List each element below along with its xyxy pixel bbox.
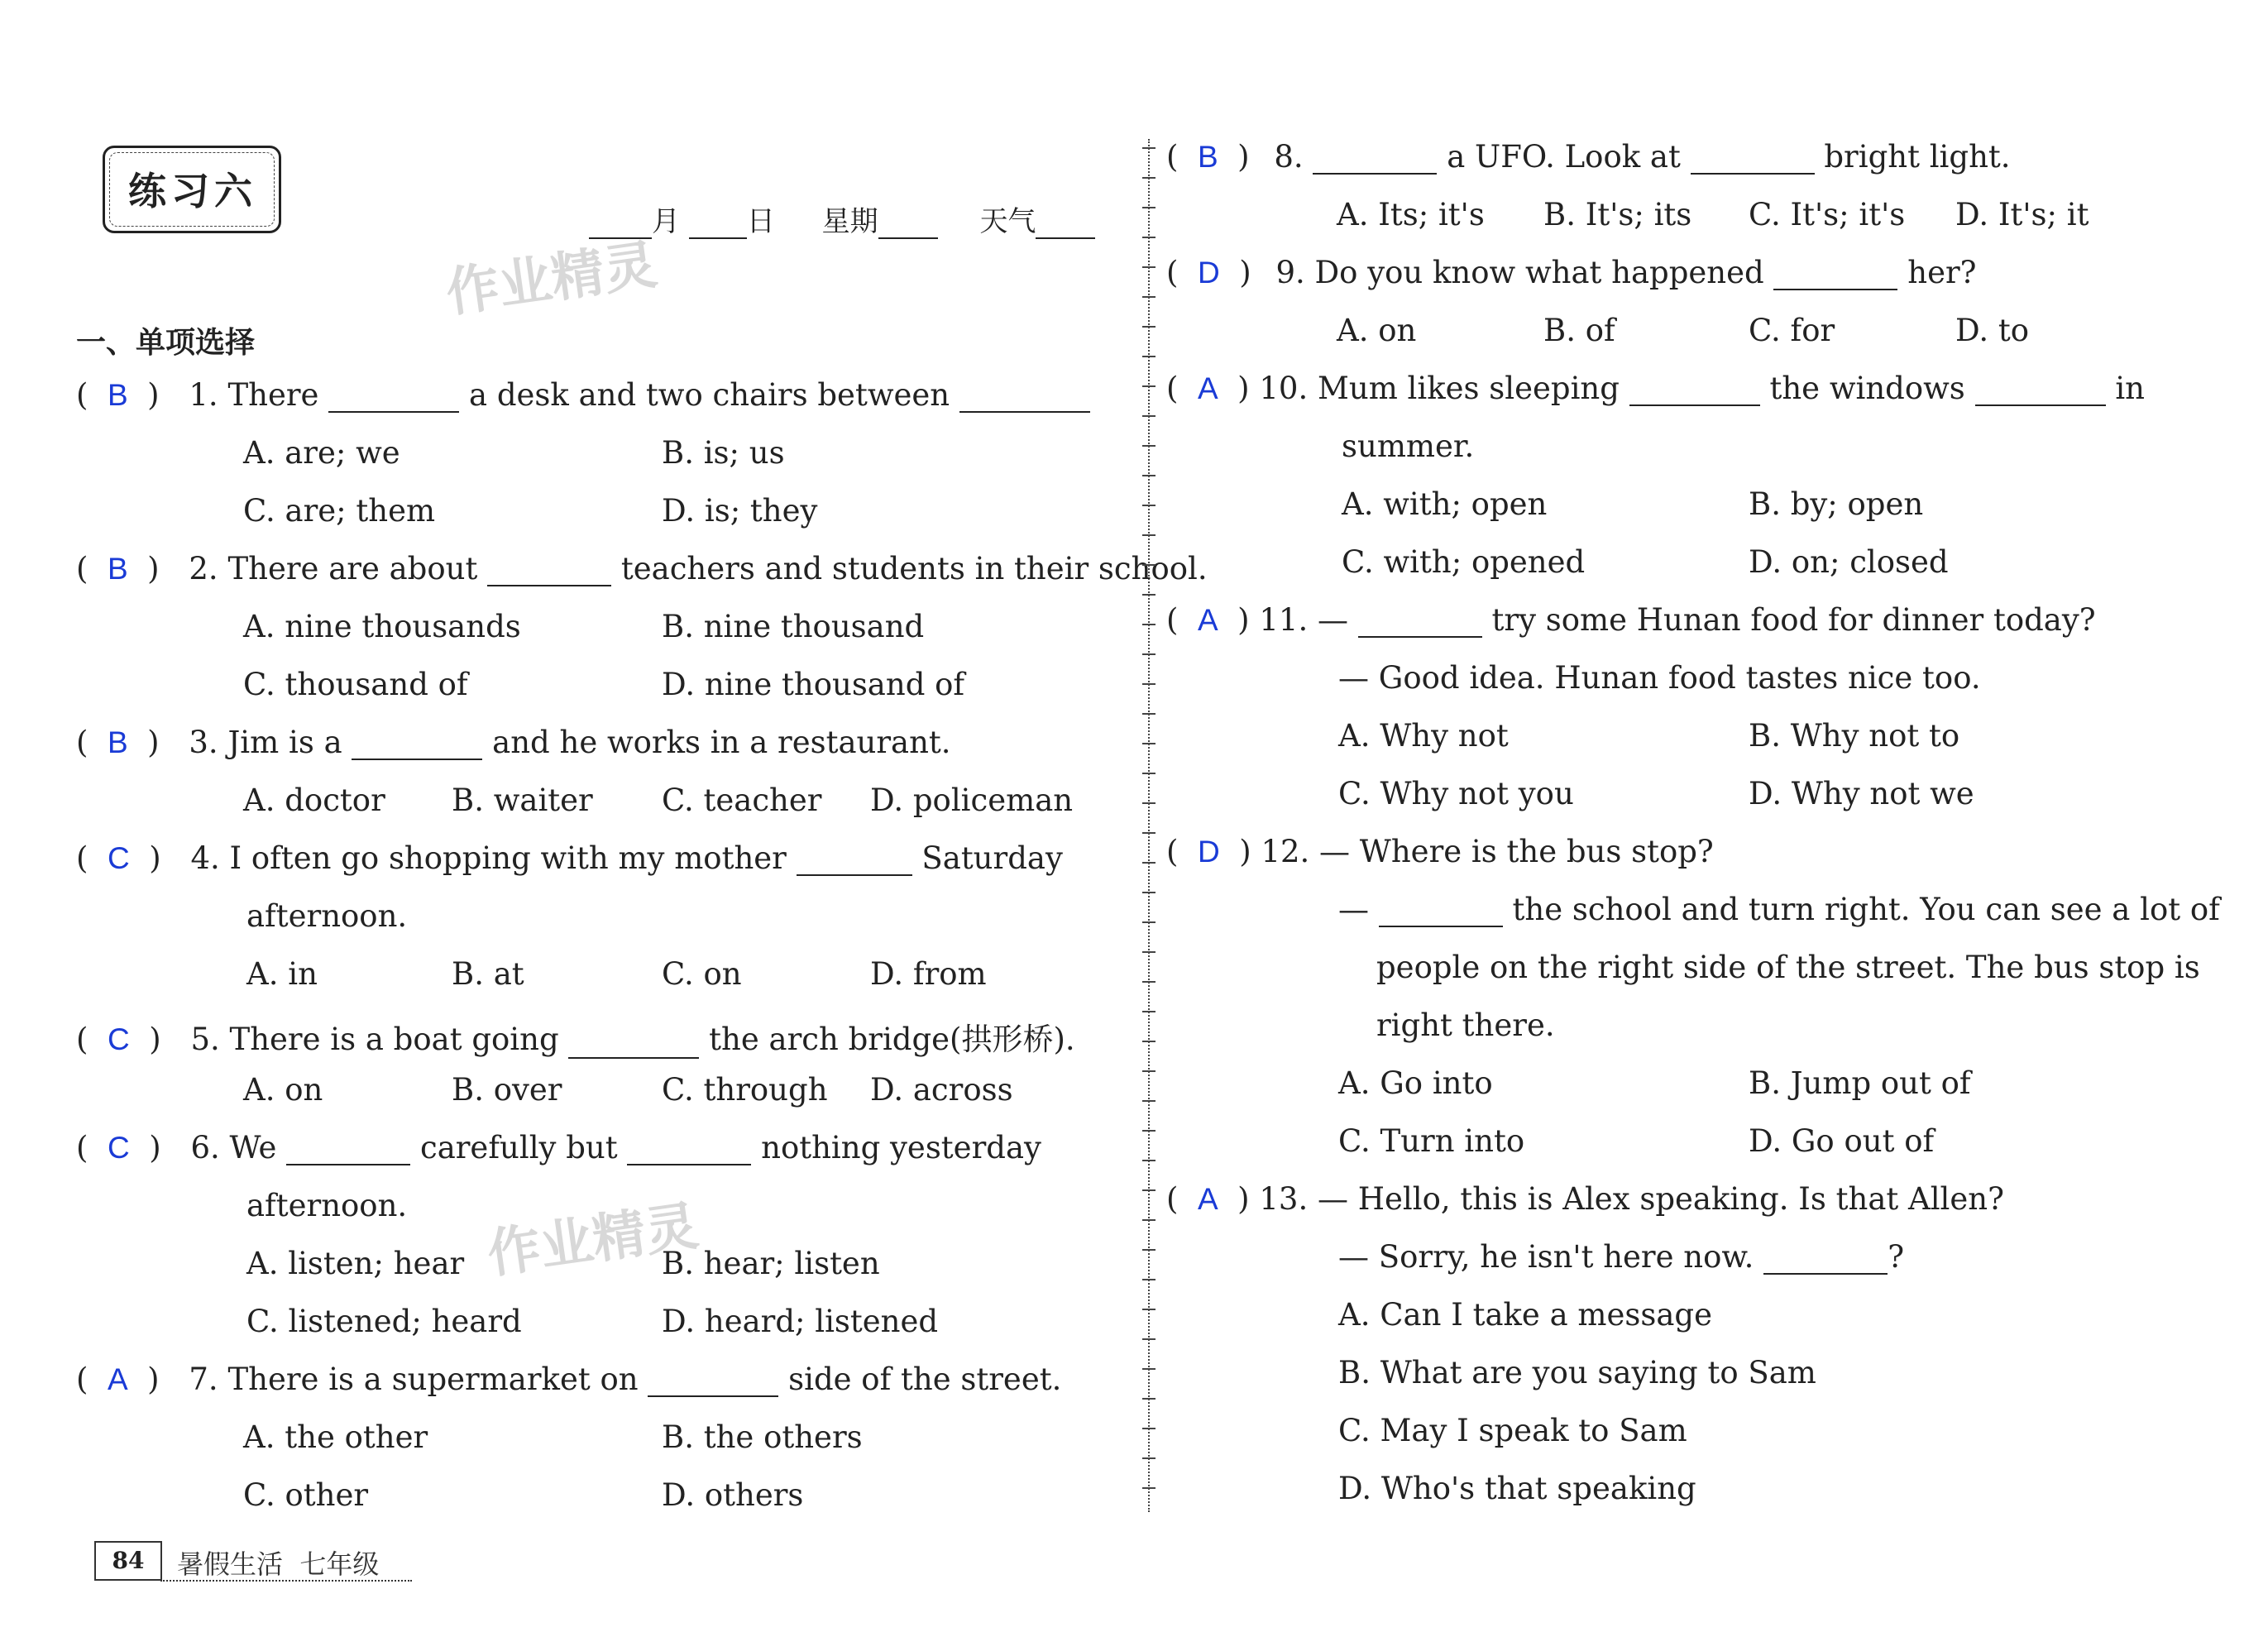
divider-tick	[1142, 445, 1156, 447]
option[interactable]: C. other	[243, 1477, 369, 1513]
stem-text: There is a boat going	[229, 1022, 559, 1057]
answer-blank[interactable]	[286, 1137, 410, 1165]
stem-text: Do you know what happened	[1314, 255, 1764, 290]
stem-text: Mum likes sleeping	[1318, 371, 1620, 406]
divider-tick	[1142, 385, 1156, 387]
stem-text: There are about	[227, 551, 478, 586]
date-line	[589, 199, 1095, 239]
option[interactable]: B. is; us	[662, 435, 785, 471]
reply-text: people on the right side of the street. The bus stop is	[1376, 950, 2200, 985]
footer-rule	[160, 1580, 412, 1582]
option[interactable]: A. Its; it's	[1337, 197, 1485, 232]
stem-text: try some Hunan food for dinner today?	[1491, 602, 2096, 638]
question-6: ( C ) 6. We carefully but nothing yesterday	[76, 1130, 1041, 1165]
question-3: ( B ) 3. Jim is a and he works in a restaurant.	[76, 725, 951, 760]
stem-text: Saturday	[921, 840, 1063, 876]
option[interactable]: A. listen; hear	[246, 1246, 465, 1281]
divider-tick	[1142, 356, 1156, 357]
option[interactable]: A. with; open	[1342, 486, 1548, 522]
divider-tick	[1142, 713, 1156, 715]
question-number: 4.	[190, 840, 220, 876]
option[interactable]: C. Turn into	[1338, 1123, 1525, 1159]
question-number: 7.	[189, 1362, 218, 1397]
divider-tick	[1142, 773, 1156, 774]
option[interactable]: B. the others	[662, 1419, 863, 1455]
divider-tick	[1142, 683, 1156, 685]
stem-text: carefully but	[419, 1130, 618, 1165]
question-number: 6.	[190, 1130, 220, 1165]
dialogue-reply	[1338, 1239, 1904, 1275]
answer: A	[107, 1362, 128, 1396]
divider-tick	[1142, 892, 1156, 893]
answer: C	[107, 1131, 130, 1165]
divider-tick	[1142, 921, 1156, 923]
weekday-blank[interactable]	[878, 211, 938, 239]
stem-text: a UFO. Look at	[1447, 139, 1681, 175]
answer: A	[1197, 603, 1218, 637]
worksheet-page	[23, 23, 2245, 1611]
option[interactable]: D. Why not we	[1749, 776, 1974, 811]
weather-blank[interactable]	[1036, 211, 1095, 239]
divider-tick	[1142, 1041, 1156, 1042]
dialogue-reply: — Good idea. Hunan food tastes nice too.	[1338, 660, 1981, 696]
question-number: 12.	[1261, 834, 1310, 869]
answer-blank[interactable]	[568, 1031, 699, 1059]
option[interactable]: C. listened; heard	[246, 1304, 522, 1339]
option[interactable]: C. are; them	[243, 493, 436, 529]
question-continuation: afternoon.	[246, 1188, 408, 1223]
question-number: 13.	[1259, 1181, 1309, 1217]
divider-tick	[1142, 534, 1156, 536]
answer: B	[107, 552, 128, 586]
option[interactable]: B. of	[1543, 313, 1615, 348]
question-number: 2.	[189, 551, 218, 586]
question-continuation: summer.	[1342, 428, 1475, 464]
stem-text: Jim is a	[227, 725, 342, 760]
answer-blank[interactable]	[627, 1137, 751, 1165]
option[interactable]: D. from	[870, 956, 987, 992]
option[interactable]: C. on	[662, 956, 742, 992]
option[interactable]: A. in	[246, 956, 318, 992]
question-12: ( D ) 12. — Where is the bus stop?	[1166, 834, 1714, 869]
divider-tick	[1142, 147, 1156, 149]
stem-text: the windows	[1769, 371, 1965, 406]
question-number: 1.	[189, 377, 218, 413]
stem-text: the arch bridge(拱形桥).	[709, 1022, 1075, 1057]
reply-end: ?	[1888, 1239, 1905, 1275]
option[interactable]: C. with; opened	[1342, 544, 1586, 580]
stem-text: We	[229, 1130, 277, 1165]
answer-blank[interactable]	[1313, 146, 1437, 175]
reply-text: the school and turn right. You can see a lot of	[1512, 892, 2220, 927]
answer: A	[1197, 371, 1218, 405]
divider-tick	[1142, 1368, 1156, 1370]
option[interactable]: B. nine thousand	[662, 609, 925, 644]
question-8: ( B ) 8. a UFO. Look at bright light.	[1166, 139, 2011, 175]
option[interactable]: D. is; they	[662, 493, 818, 529]
divider-tick	[1142, 1189, 1156, 1191]
answer-blank[interactable]	[352, 732, 482, 760]
question-9: ( D ) 9. Do you know what happened her?	[1166, 255, 1977, 290]
option[interactable]: C. for	[1749, 313, 1835, 348]
divider-tick	[1142, 296, 1156, 298]
option[interactable]: D. It's; it	[1955, 197, 2089, 232]
option[interactable]: D. Go out of	[1749, 1123, 1935, 1159]
answer: B	[1197, 140, 1218, 174]
option[interactable]: A. nine thousands	[243, 609, 521, 644]
day-label: 日	[746, 205, 775, 238]
option[interactable]: C. through	[662, 1072, 828, 1108]
option[interactable]: A. Go into	[1338, 1065, 1493, 1101]
option[interactable]: D. Who's that speaking	[1338, 1471, 1696, 1506]
divider-tick	[1142, 981, 1156, 983]
option[interactable]: D. on; closed	[1749, 544, 1949, 580]
answer-blank[interactable]	[1773, 262, 1897, 290]
weather-label: 天气	[979, 205, 1036, 238]
option[interactable]: B. by; open	[1749, 486, 1924, 522]
question-continuation: afternoon.	[246, 898, 408, 934]
divider-tick	[1142, 207, 1156, 208]
option[interactable]: A. Can I take a message	[1338, 1297, 1713, 1333]
answer: D	[1197, 256, 1220, 290]
month-label: 月	[652, 205, 680, 238]
option[interactable]: B. at	[452, 956, 524, 992]
divider-tick	[1142, 475, 1156, 476]
question-1: ( B ) 1. There a desk and two chairs between	[76, 377, 1090, 413]
divider-tick	[1142, 1338, 1156, 1340]
option[interactable]: A. on	[243, 1072, 323, 1108]
answer: B	[107, 725, 128, 759]
option[interactable]: B. What are you saying to Sam	[1338, 1355, 1816, 1390]
option[interactable]: A. are; we	[243, 435, 400, 471]
question-4: ( C ) 4. I often go shopping with my mother Saturday	[76, 840, 1063, 876]
divider-tick	[1142, 1428, 1156, 1429]
option[interactable]: D. others	[662, 1477, 804, 1513]
answer: C	[107, 841, 130, 875]
book-title: 暑假生活	[177, 1548, 284, 1580]
divider-tick	[1142, 624, 1156, 625]
stem-text: nothing yesterday	[761, 1130, 1041, 1165]
option[interactable]: A. Why not	[1338, 718, 1509, 754]
answer-blank[interactable]	[959, 385, 1090, 413]
divider-tick	[1142, 266, 1156, 268]
divider-tick	[1142, 1398, 1156, 1400]
stem-text: I often go shopping with my mother	[229, 840, 787, 876]
question-11: ( A ) 11. — try some Hunan food for dinner today?	[1166, 602, 2096, 638]
answer: A	[1197, 1182, 1218, 1216]
answer-blank[interactable]	[797, 848, 912, 876]
divider-tick	[1142, 1457, 1156, 1459]
exercise-title: 练习六	[128, 169, 257, 213]
option[interactable]: A. on	[1337, 313, 1417, 348]
option[interactable]: C. It's; it's	[1749, 197, 1906, 232]
divider-tick	[1142, 1309, 1156, 1310]
option[interactable]: D. nine thousand of	[662, 667, 965, 702]
option[interactable]: C. May I speak to Sam	[1338, 1413, 1687, 1448]
answer-blank[interactable]	[1763, 1247, 1888, 1275]
divider-tick	[1142, 505, 1156, 506]
question-number: 5.	[190, 1022, 220, 1057]
divider-tick	[1142, 177, 1156, 179]
watermark-top: 作业精灵	[442, 234, 661, 325]
option[interactable]: B. Why not to	[1749, 718, 1960, 754]
stem-text: bright light.	[1824, 139, 2011, 175]
exercise-title-frame	[103, 146, 281, 233]
divider-tick	[1142, 564, 1156, 566]
answer-blank[interactable]	[1691, 146, 1815, 175]
divider-tick	[1142, 1219, 1156, 1221]
divider-tick	[1142, 1100, 1156, 1102]
divider-tick	[1142, 743, 1156, 744]
stem-text: teachers and students in their school.	[620, 551, 1208, 586]
option[interactable]: A. the other	[243, 1419, 428, 1455]
divider-tick	[1142, 1011, 1156, 1012]
option[interactable]: B. Jump out of	[1749, 1065, 1971, 1101]
question-7: ( A ) 7. There is a supermarket on side of the street.	[76, 1362, 1062, 1397]
answer: B	[107, 378, 128, 412]
dialogue-reply: — the school and turn right. You can see a lot of	[1338, 892, 2220, 927]
divider-tick	[1142, 237, 1156, 238]
answer-blank[interactable]	[648, 1369, 778, 1397]
stem-text: There is a supermarket on	[227, 1362, 639, 1397]
option[interactable]: D. policeman	[870, 782, 1074, 818]
stem-text: — Hello, this is Alex speaking. Is that Allen?	[1318, 1181, 2004, 1217]
answer-blank[interactable]	[328, 385, 459, 413]
answer-blank[interactable]	[1975, 378, 2106, 406]
stem-text: and he works in a restaurant.	[492, 725, 951, 760]
stem-text: There	[227, 377, 319, 413]
stem-text: —	[1318, 602, 1348, 638]
answer-blank[interactable]	[1629, 378, 1760, 406]
answer-blank[interactable]	[1358, 610, 1482, 638]
divider-tick	[1142, 1070, 1156, 1072]
divider-tick	[1142, 862, 1156, 864]
reply-text: right there.	[1376, 1007, 1555, 1043]
option[interactable]: B. hear; listen	[662, 1246, 880, 1281]
question-number: 8.	[1274, 139, 1304, 175]
watermark-bottom: 作业精灵	[483, 1195, 702, 1286]
reply-text: — Sorry, he isn't here now.	[1338, 1239, 1754, 1275]
divider-tick	[1142, 594, 1156, 596]
question-number: 10.	[1259, 371, 1309, 406]
grade-label: 七年级	[299, 1548, 380, 1580]
stem-text: side of the street.	[788, 1362, 1062, 1397]
page-number: 84	[94, 1541, 162, 1581]
question-number: 9.	[1275, 255, 1305, 290]
divider-tick	[1142, 802, 1156, 804]
divider-tick	[1142, 653, 1156, 655]
question-number: 3.	[189, 725, 218, 760]
divider-tick	[1142, 1249, 1156, 1251]
option[interactable]: B. over	[452, 1072, 562, 1108]
divider-tick	[1142, 832, 1156, 834]
option[interactable]: D. across	[870, 1072, 1013, 1108]
question-number: 11.	[1259, 602, 1309, 638]
column-divider	[1148, 139, 1150, 1512]
option[interactable]: D. heard; listened	[662, 1304, 939, 1339]
book-title-footer	[177, 1543, 379, 1582]
option[interactable]: B. It's; its	[1543, 197, 1692, 232]
answer: C	[107, 1022, 130, 1056]
stem-text: in	[2115, 371, 2145, 406]
answer-blank[interactable]	[1379, 899, 1503, 927]
answer-blank[interactable]	[487, 558, 611, 586]
option[interactable]: D. to	[1955, 313, 2030, 348]
option[interactable]: B. waiter	[452, 782, 593, 818]
question-5: ( C ) 5. There is a boat going the arch bridge(拱形桥).	[76, 1022, 1075, 1057]
divider-tick	[1142, 951, 1156, 953]
question-13: ( A ) 13. — Hello, this is Alex speaking. Is that Allen?	[1166, 1181, 2004, 1217]
weekday-label: 星期	[821, 205, 878, 238]
divider-tick	[1142, 1160, 1156, 1161]
day-blank[interactable]	[689, 211, 747, 239]
answer: D	[1197, 835, 1220, 869]
divider-tick	[1142, 1487, 1156, 1489]
option[interactable]: C. Why not you	[1338, 776, 1574, 811]
divider-tick	[1142, 326, 1156, 328]
divider-tick	[1142, 1130, 1156, 1132]
stem-text: a desk and two chairs between	[469, 377, 950, 413]
option[interactable]: C. thousand of	[243, 667, 468, 702]
stem-text: — Where is the bus stop?	[1319, 834, 1714, 869]
question-10: ( A ) 10. Mum likes sleeping the windows in	[1166, 371, 2145, 406]
divider-tick	[1142, 1279, 1156, 1280]
stem-text: her?	[1907, 255, 1977, 290]
option[interactable]: A. doctor	[243, 782, 385, 818]
option[interactable]: C. teacher	[662, 782, 822, 818]
question-2: ( B ) 2. There are about teachers and students in their school.	[76, 551, 1208, 586]
section-title: 一、单项选择	[76, 326, 256, 360]
divider-tick	[1142, 415, 1156, 417]
